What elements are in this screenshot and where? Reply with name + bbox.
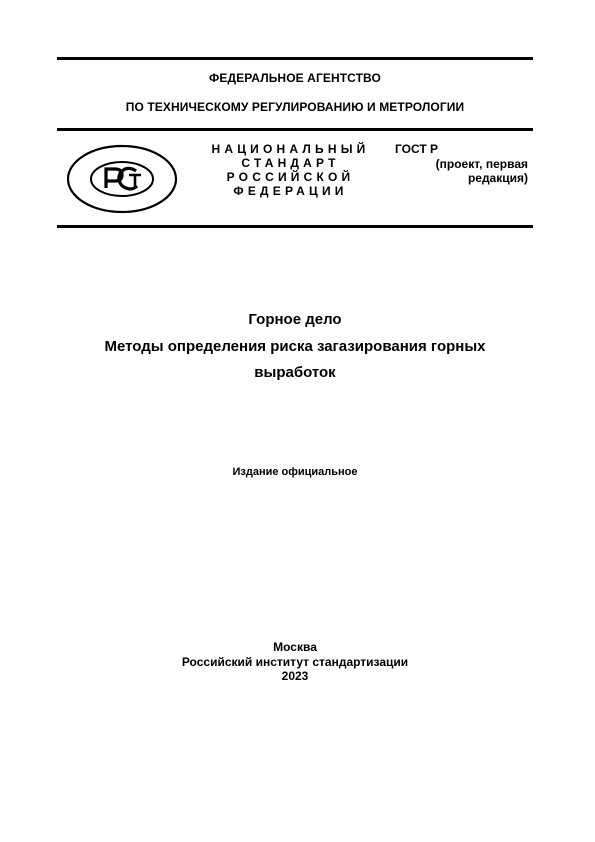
document-title-line1: Горное дело xyxy=(248,311,342,328)
draft-status-line2: редакция) xyxy=(467,171,528,185)
document-title-line2: Методы определения риска загазирования горных xyxy=(104,338,486,355)
imprint-publisher: Российский институт стандартизации xyxy=(181,654,409,669)
middle-rule xyxy=(57,128,533,131)
imprint xyxy=(57,640,533,684)
national-standard-line2: СТАНДАРТ xyxy=(241,156,340,170)
rst-conformity-mark-icon xyxy=(66,144,178,214)
national-standard-line1: НАЦИОНАЛЬНЫЙ xyxy=(211,142,370,156)
imprint-year: 2023 xyxy=(281,669,309,683)
edition-note: Издание официальное xyxy=(232,466,358,478)
standard-code: ГОСТ Р xyxy=(395,142,439,156)
draft-status-line1: (проект, первая xyxy=(435,156,528,171)
top-rule xyxy=(57,57,533,60)
document-title-line3: выработок xyxy=(254,364,336,381)
national-standard-label xyxy=(208,142,373,198)
imprint-city: Москва xyxy=(273,640,317,654)
national-standard-line4: ФЕДЕРАЦИИ xyxy=(233,184,348,198)
standard-designation xyxy=(395,142,528,186)
national-standard-line3: РОССИЙСКОЙ xyxy=(226,170,355,184)
bottom-rule xyxy=(57,225,533,228)
agency-name-line1: ФЕДЕРАЛЬНОЕ АГЕНТСТВО xyxy=(209,71,381,85)
agency-name-line2: ПО ТЕХНИЧЕСКОМУ РЕГУЛИРОВАНИЮ И МЕТРОЛОГИИ xyxy=(125,100,465,114)
